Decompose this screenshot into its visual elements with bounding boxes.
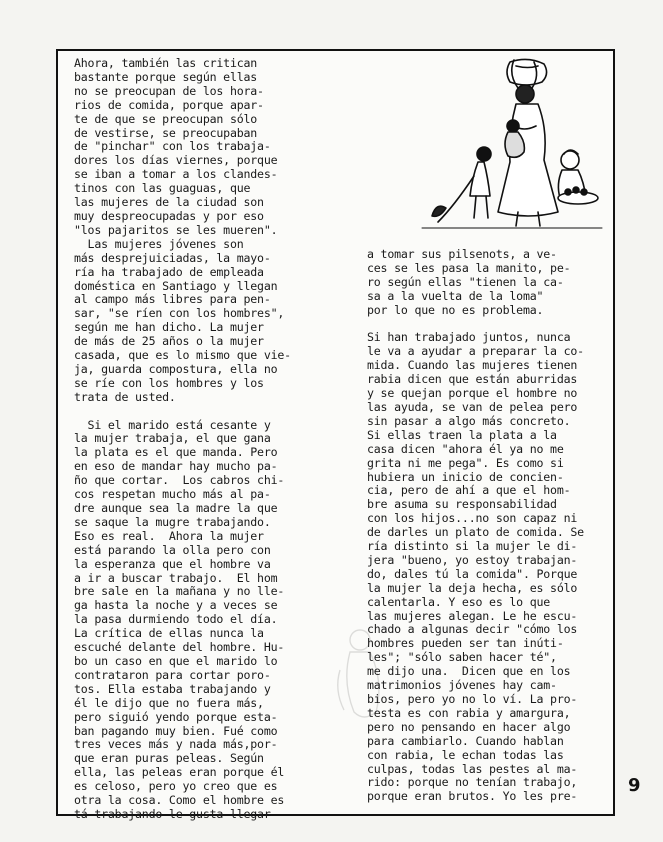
bleed-through-text (370, 70, 377, 84)
woman-with-children-icon (418, 56, 606, 232)
page-number: 9 (628, 775, 641, 796)
faint-doodle-icon (330, 600, 420, 750)
right-column-text: a tomar sus pilsenots, a ve- ces se les pasa la manito, pe- ro según ellas "tienen la ca- sa a la vuelta de la loma" por lo que no es problema. Si han trabajado juntos, nunca le va a ayudar a preparar la co- mida. Cuando las mujeres tienen rabia dicen que están aburridas y se quejan porque el hombre no las ayuda, se van de pelea pero sin pasar a algo más concreto. Si ellas traen la plata a la casa dicen "ahora él ya no me grita ni me pega". Es como si hubiera un inicio de concien- cia, pero de ahí a que el hom- bre asuma su responsabilidad con los hijos...no son capaz ni de darles un plato de comida. Se ría distinto si la mujer le di- jera "bueno, yo estoy trabajan- do, dales tú la comida". Porque la mujer la deja hecha, es sólo calentarla. Y eso es lo que las mujeres alegan. Le he escu- chado a algunas decir "cómo los hombres pueden ser tan inúti- les"; "sólo saben hacer té", me dijo una. Dicen que en los matrimonios jóvenes hay cam- bios, pero yo no lo ví. La pro- testa es con rabia y amargura, pero no pensando en hacer algo para cambiarlo. Cuando hablan con rabia, le echan todas las culpas, todas las pestes al ma- rido: porque no tenían trabajo, porque eran brutos. Yo les pre- (367, 247, 584, 804)
left-column-text: Ahora, también las critican bastante porque según ellas no se preocupan de los hora- rios de comida, porque apar- te de que se preocupan sólo de vestirse, se preocupaban de "pinchar" con los trabaja- dores los días viernes, porque se iban a tomar a los clandes- tinos con las guaguas, que las mujeres de la ciudad son muy despreocupadas y por eso "los pajaritos se les mueren". Las mujeres jóvenes son más desprejuiciadas, la mayo- ría ha trabajado de empleada doméstica en Santiago y llegan al campo más libres para pen- sar, "se ríen con los hombres", según me han dicho. La mujer de más de 25 años o la mujer casada, que es lo mismo que vie- ja, guarda compostura, ella no se ríe con los hombres y los trata de usted. Si el marido está cesante y la mujer trabaja, el que gana la plata es el que manda. Pero en eso de mandar hay mucho pa- ño que cortar. Los cabros chi- cos respetan mucho más al pa- dre aunque sea la madre la que se saque la mugre trabajando. Eso es real. Ahora la mujer está parando la olla pero con la esperanza que el hombre va a ir a buscar trabajo. El hom bre sale en la mañana y no lle- ga hasta la noche y a veces se la pasa durmiendo todo el día. La crítica de ellas nunca la escuché delante del hombre. Hu- bo un caso en que el marido lo contrataron para cortar poro- tos. Ella estaba trabajando y él le dijo que no fuera más, pero siguió yendo porque esta- ban pagando muy bien. Fué como tres veces más y nada más,por- que eran puras peleas. Según ella, las peleas eran porque él es celoso, pero yo creo que es otra la cosa. Como el hombre es tá trabajando le gusta llegar (74, 56, 291, 821)
